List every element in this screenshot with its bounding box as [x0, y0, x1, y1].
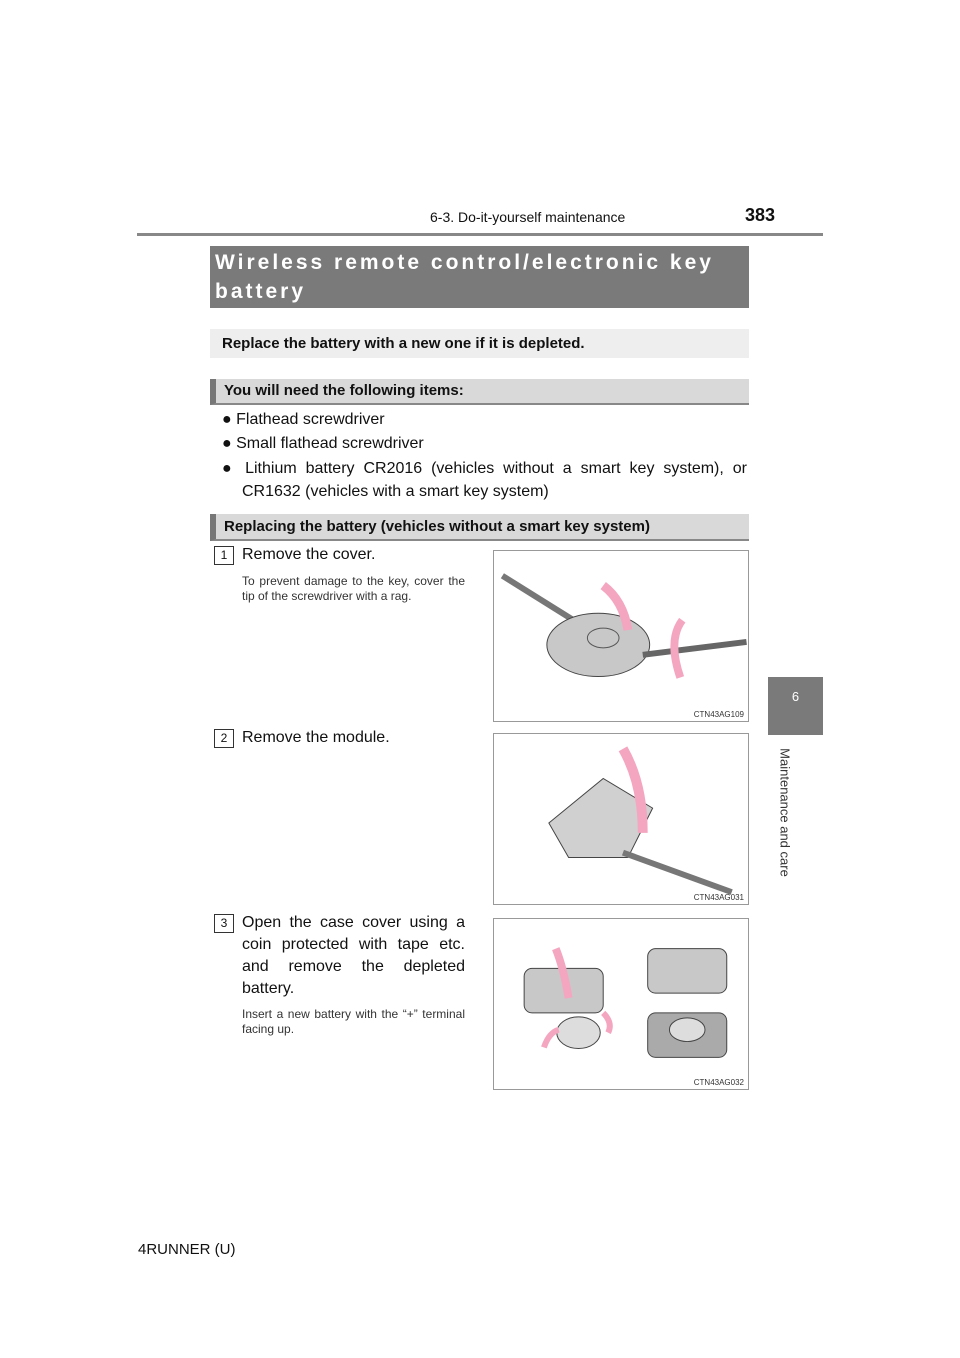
step-note: Insert a new battery with the “+” terminal facing up.	[242, 1007, 465, 1036]
items-heading: You will need the following items:	[210, 379, 749, 405]
step-number: 2	[214, 729, 234, 748]
bullet-icon: ●	[222, 460, 237, 477]
image-code: CTN43AG032	[693, 1078, 744, 1087]
intro-box: Replace the battery with a new one if it is depleted.	[210, 329, 749, 358]
step-text: Remove the module.	[242, 729, 390, 746]
step-number: 3	[214, 914, 234, 933]
battery-illustration	[493, 918, 749, 1090]
step-text: Remove the cover.	[242, 546, 376, 563]
step-text: Open the case cover using a coin protected with tape etc. and remove the depleted battery.	[242, 914, 465, 997]
bullet-icon: ●	[222, 411, 232, 428]
chapter-tab-label: Maintenance and care	[777, 748, 793, 877]
image-code: CTN43AG031	[693, 893, 744, 902]
header-rule	[137, 233, 823, 236]
list-item: ● Lithium battery CR2016 (vehicles without a smart key system), or CR1632 (vehicles with a smart key system)	[222, 460, 747, 500]
list-item: ● Small flathead screwdriver	[222, 435, 424, 452]
bullet-icon: ●	[222, 435, 232, 452]
image-code: CTN43AG109	[693, 710, 744, 719]
procedure-heading: Replacing the battery (vehicles without a smart key system)	[210, 514, 749, 541]
list-item: ● Flathead screwdriver	[222, 411, 385, 428]
page-title: Wireless remote control/electronic key battery	[210, 246, 749, 308]
chapter-tab: 6	[768, 677, 823, 735]
footer-model: 4RUNNER (U)	[138, 1241, 236, 1258]
key-cover-illustration	[493, 550, 749, 722]
section-label: 6-3. Do-it-yourself maintenance	[430, 209, 626, 225]
page-number: 383	[745, 205, 776, 225]
step-number: 1	[214, 546, 234, 565]
module-illustration	[493, 733, 749, 905]
step-note: To prevent damage to the key, cover the tip of the screwdriver with a rag.	[242, 574, 465, 603]
